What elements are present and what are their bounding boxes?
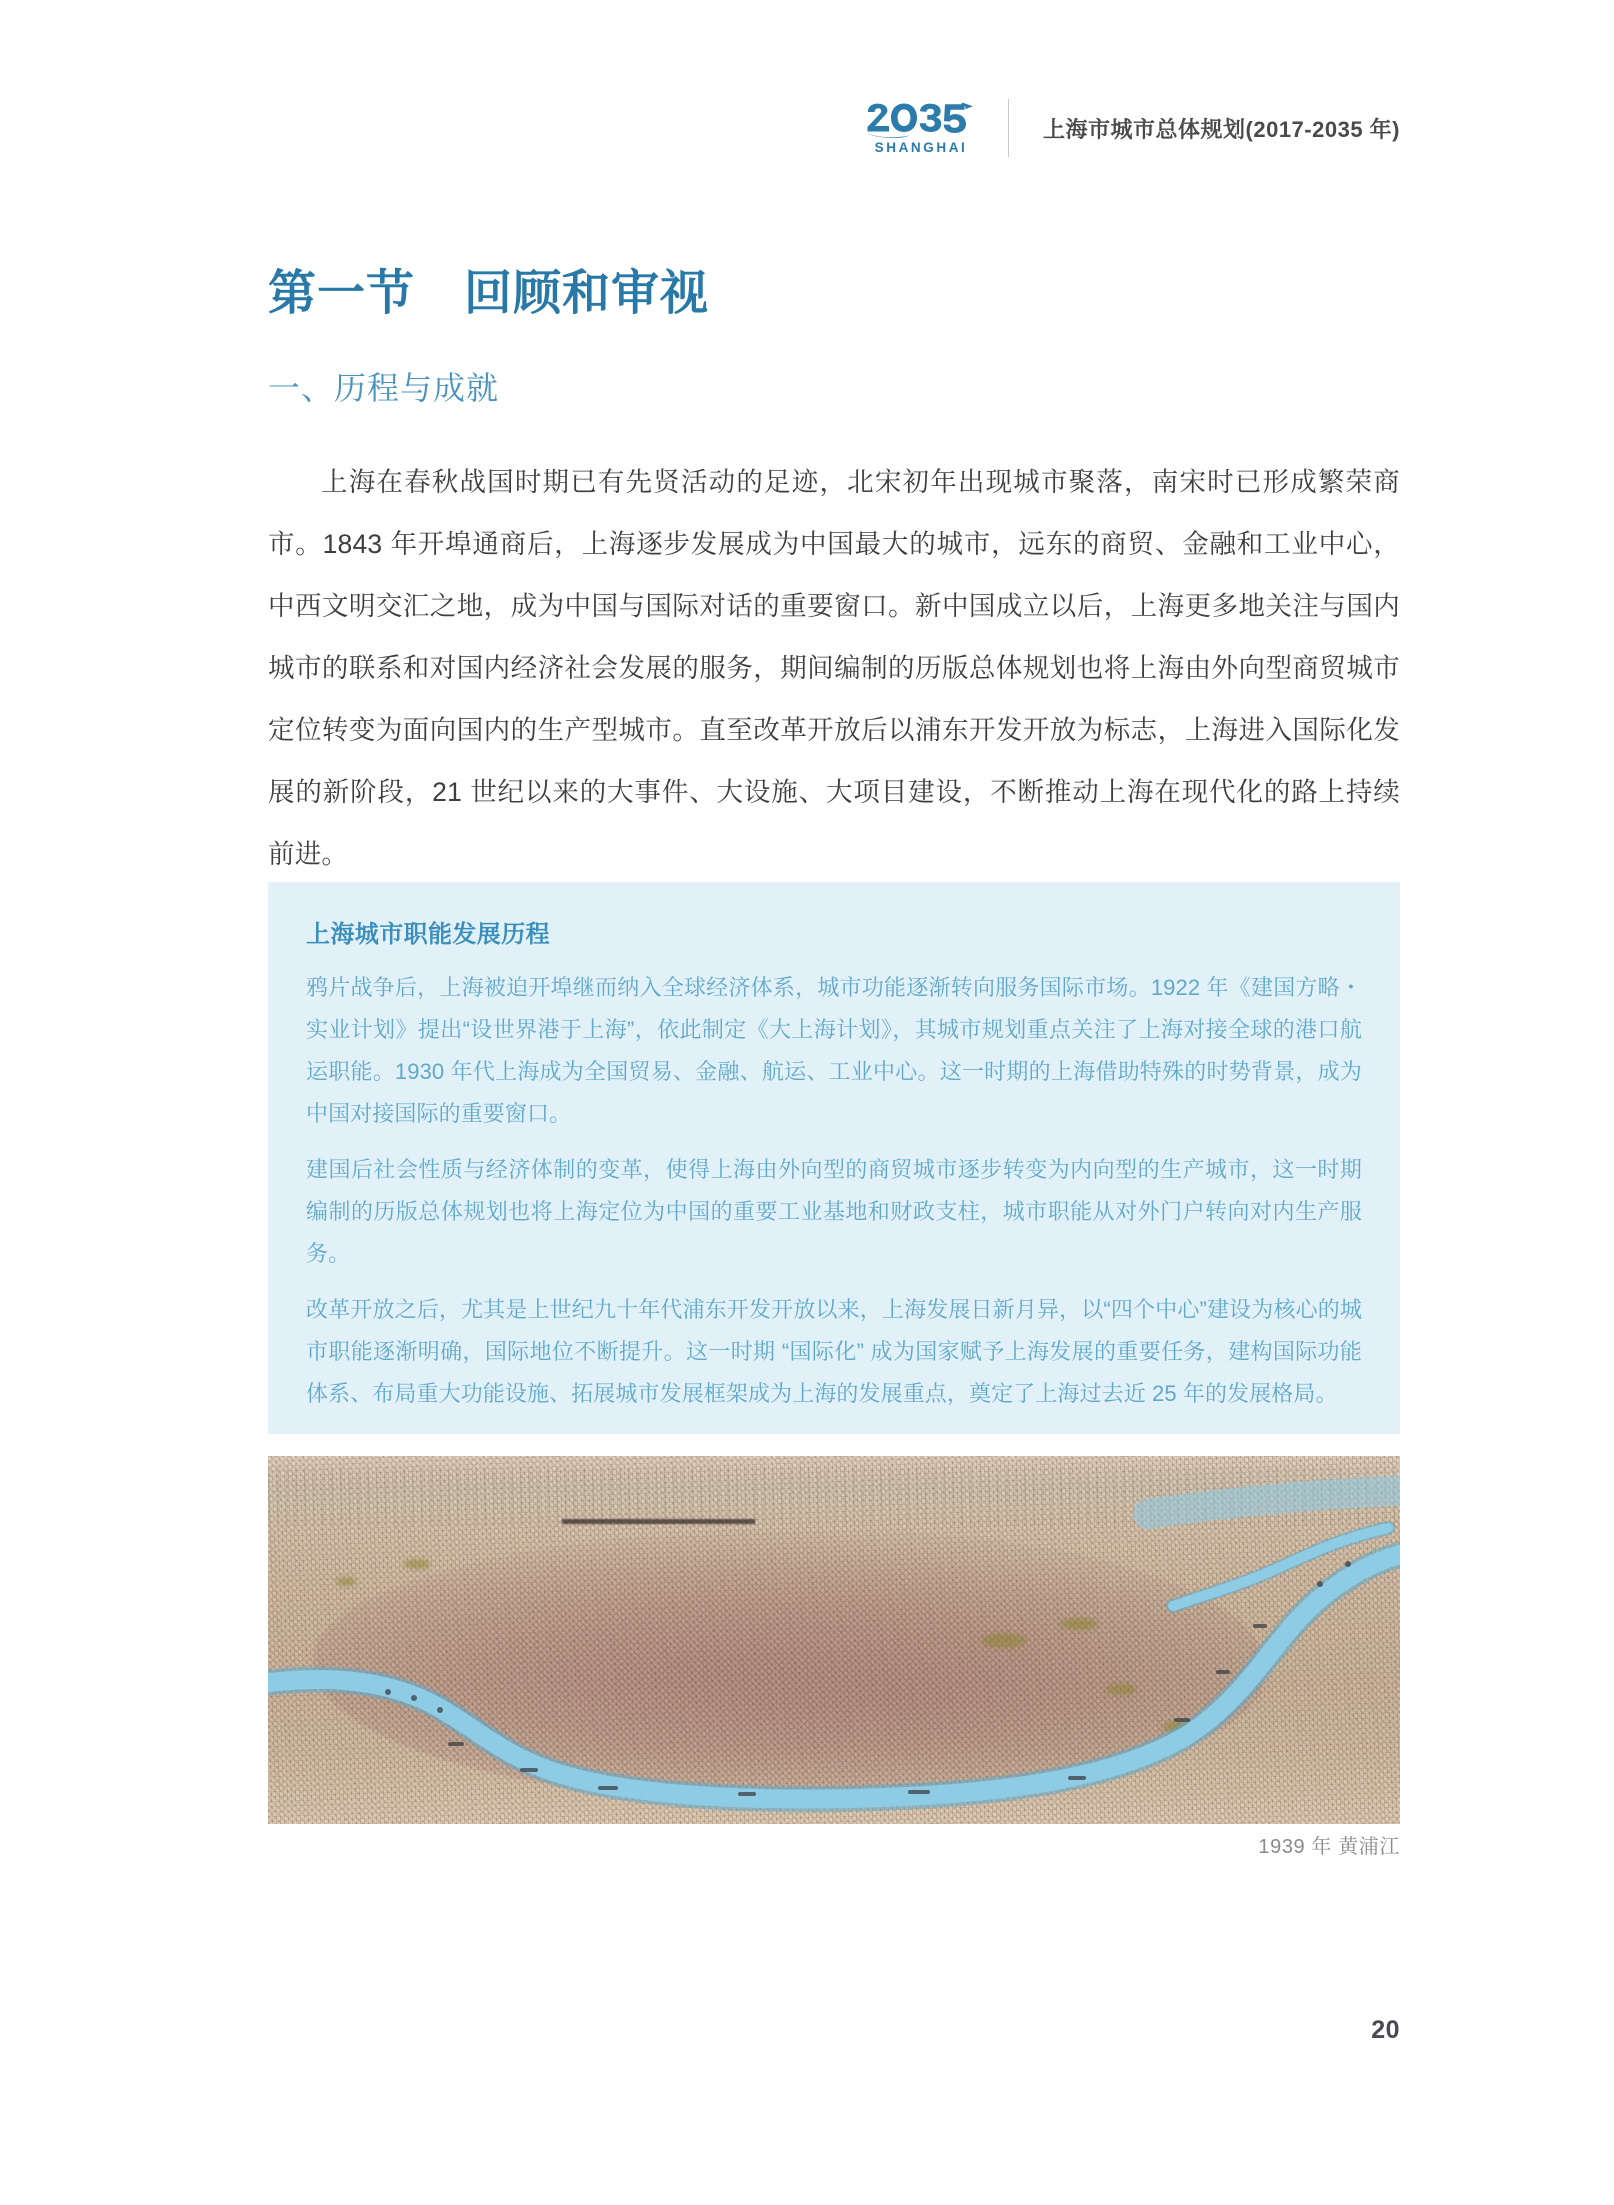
huangpu-river bbox=[268, 1456, 1400, 1824]
callout-paragraph-2: 建国后社会性质与经济体制的变革，使得上海由外向型的商贸城市逐步转变为内向型的生产城市，这一时期编制的历版总体规划也将上海定位为中国的重要工业基地和财政支柱，城市职能从对外门户转向对内生产服务。 bbox=[306, 1157, 1362, 1266]
section-subtitle: 一、历程与成就 bbox=[268, 369, 500, 406]
historic-panorama-illustration bbox=[268, 1456, 1400, 1824]
callout-box bbox=[268, 882, 1400, 1434]
logo-subtitle: SHANGHAI bbox=[874, 139, 968, 155]
callout-title: 上海城市职能发展历程 bbox=[306, 921, 550, 948]
shanghai-2035-logo bbox=[866, 99, 1009, 157]
figure-caption: 1939 年 黄浦江 bbox=[1258, 1836, 1400, 1858]
figure-shanghai-panorama bbox=[268, 1456, 1400, 1858]
logo-2035-mark bbox=[866, 102, 974, 138]
page-number: 20 bbox=[1371, 2016, 1400, 2044]
page-header bbox=[0, 96, 1614, 160]
section-title: 第一节 回顾和审视 bbox=[268, 267, 710, 321]
callout-paragraph-1: 鸦片战争后，上海被迫开埠继而纳入全球经济体系，城市功能逐渐转向服务国际市场。1922 年《建国方略・实业计划》提出“设世界港于上海”，依此制定《大上海计划》，其城市规划重点关注了上海对接全球的港口航运职能。1930 年代上海成为全国贸易、金融、航运、工业中心。这一时期的上海借助特殊的时势背景，成为中国对接国际的重要窗口。 bbox=[306, 975, 1362, 1126]
header-title: 上海市城市总体规划(2017-2035 年) bbox=[1043, 116, 1400, 142]
body-paragraph: 上海在春秋战国时期已有先贤活动的足迹，北宋初年出现城市聚落，南宋时已形成繁荣商市。1843 年开埠通商后，上海逐步发展成为中国最大的城市，远东的商贸、金融和工业中心，中西文明交汇之地，成为中国与国际对话的重要窗口。新中国成立以后，上海更多地关注与国内城市的联系和对国内经济社会发展的服务，期间编制的历版总体规划也将上海由外向型商贸城市定位转变为面向国内的生产型城市。直至改革开放后以浦东开发开放为标志，上海进入国际化发展的新阶段，21 世纪以来的大事件、大设施、大项目建设，不断推动上海在现代化的路上持续前进。 bbox=[268, 466, 1400, 869]
callout-paragraph-3: 改革开放之后，尤其是上世纪九十年代浦东开发开放以来，上海发展日新月异，以“四个中心”建设为核心的城市职能逐渐明确，国际地位不断提升。这一时期 “国际化” 成为国家赋予上海发展的重要任务，建构国际功能体系、布局重大功能设施、拓展城市发展框架成为上海的发展重点，奠定了上海过去近 25 年的发展格局。 bbox=[306, 1297, 1362, 1406]
